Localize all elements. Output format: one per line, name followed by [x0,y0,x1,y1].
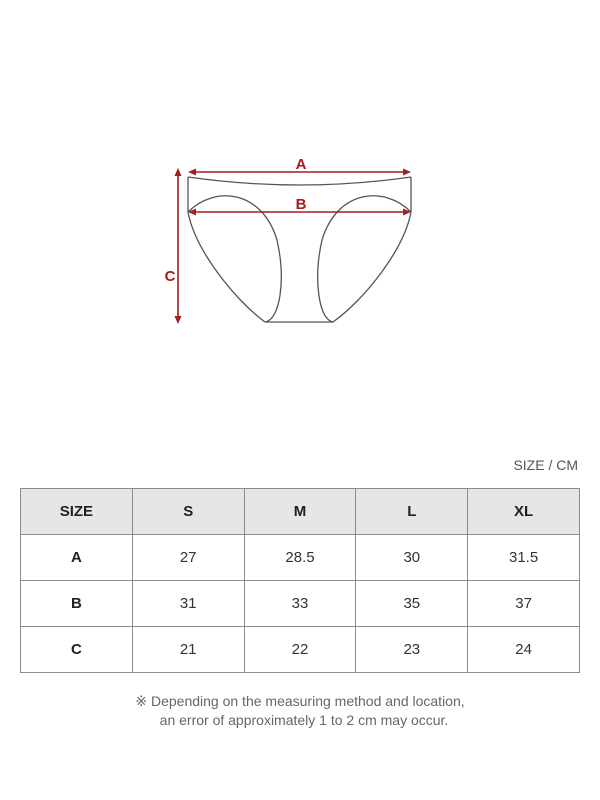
table-row [21,627,580,673]
header-l: L [356,489,468,535]
unit-label: SIZE / CM [513,457,578,473]
measure-c-arrow [175,168,182,324]
table-cell: 28.5 [244,535,356,581]
table-cell: 31.5 [468,535,580,581]
measurement-note [0,692,600,730]
header-s: S [132,489,244,535]
header-size: SIZE [21,489,133,535]
table-cell: 35 [356,581,468,627]
table-cell: 22 [244,627,356,673]
header-xl: XL [468,489,580,535]
note-line-1: ※ Depending on the measuring method and location, [135,693,465,709]
row-label: C [21,627,133,673]
measure-c-label: C [164,268,176,285]
note-line-2: an error of approximately 1 to 2 cm may occur. [159,712,449,728]
table-row [21,581,580,627]
table-header-row [21,489,580,535]
table-cell: 24 [468,627,580,673]
table-cell: 23 [356,627,468,673]
size-table [20,488,580,673]
table-row [21,535,580,581]
header-m: M [244,489,356,535]
measure-b-label: B [295,196,307,213]
table-cell: 33 [244,581,356,627]
table-cell: 37 [468,581,580,627]
row-label: B [21,581,133,627]
table-cell: 30 [356,535,468,581]
table-cell: 21 [132,627,244,673]
table-cell: 31 [132,581,244,627]
measure-a-label: A [295,156,307,173]
table-cell: 27 [132,535,244,581]
row-label: A [21,535,133,581]
